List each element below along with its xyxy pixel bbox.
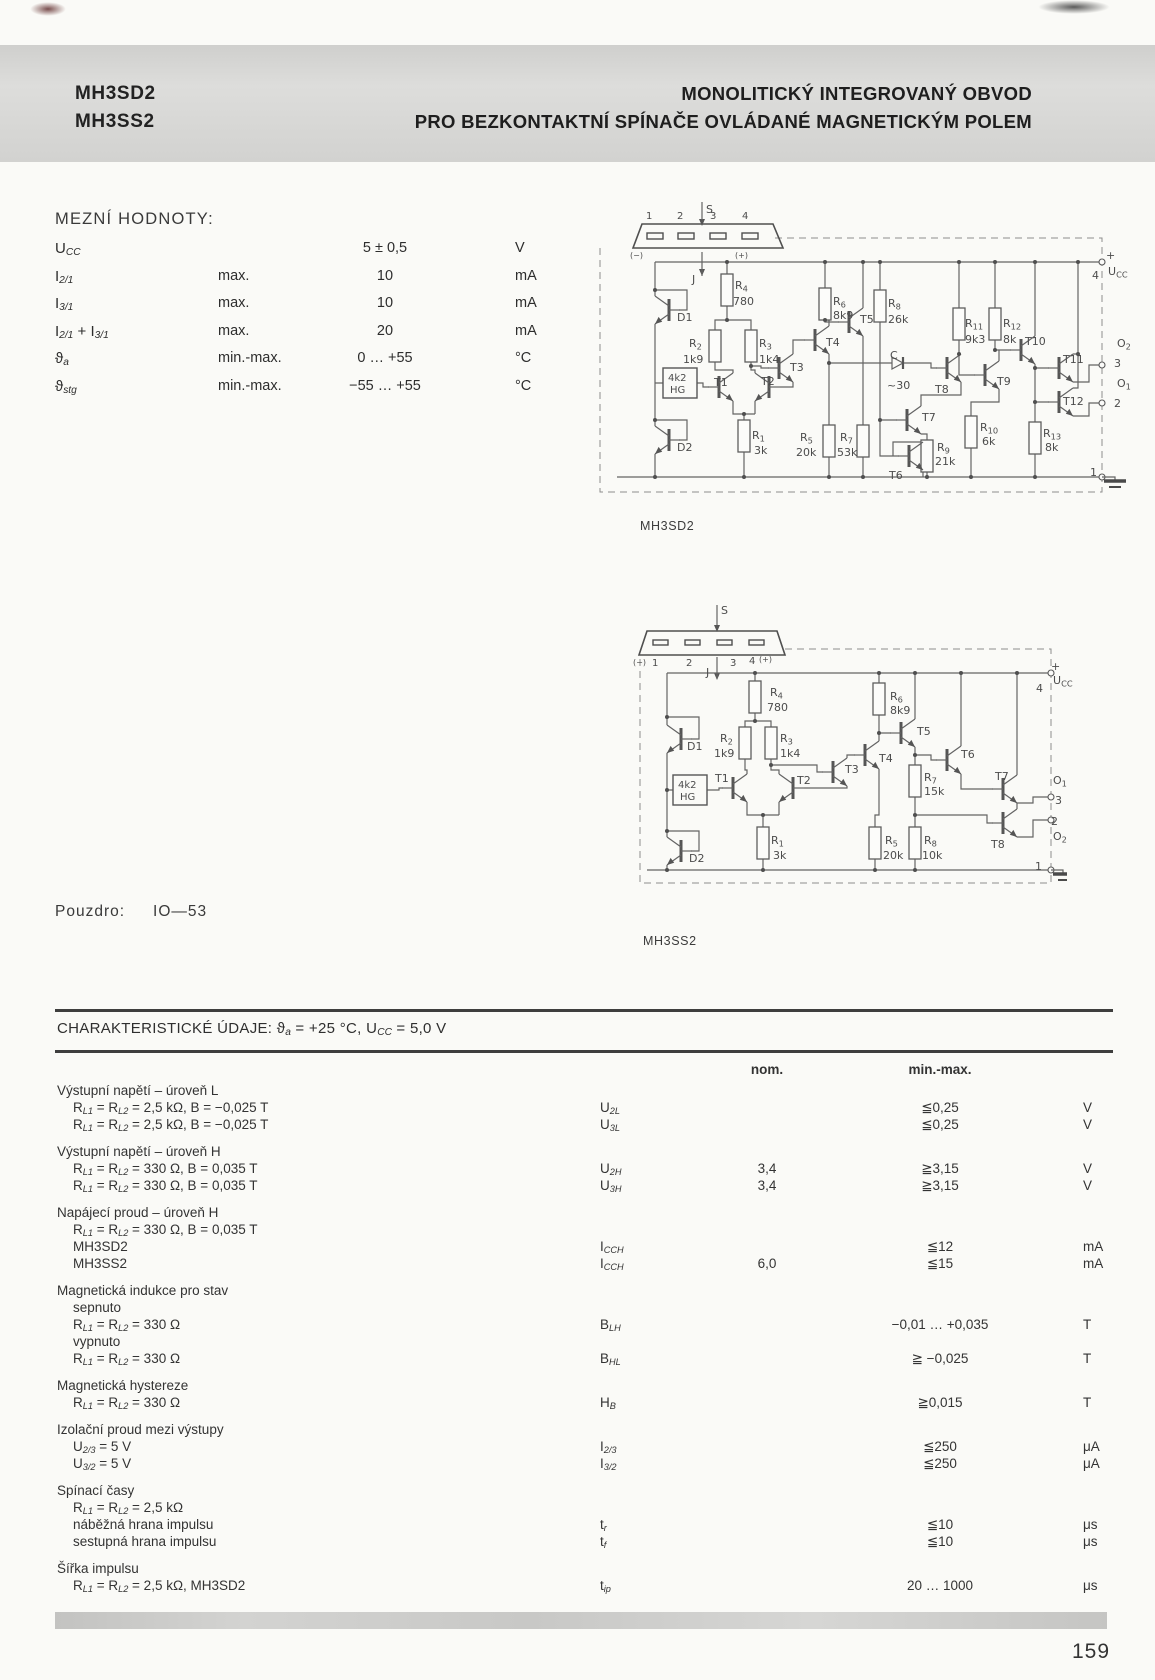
wire-network [647,605,1051,873]
schematic-label: T5 [917,725,931,738]
char-condition: sepnuto [73,1300,122,1315]
doc-title-line1: MONOLITICKÝ INTEGROVANÝ OBVOD [681,83,1032,104]
schematic-label: S [706,203,713,216]
char-symbol: $I_{CCH}$ [600,1256,624,1273]
char-minmax-value: ≧ −0,025 [911,1351,969,1366]
schematic-label: $O_1$ [1117,377,1131,392]
schematic-label: 3 [710,211,717,222]
schematic-label: T12 [1063,395,1084,408]
schematic-label: T9 [997,375,1011,388]
char-minmax-value: ≧3,15 [921,1178,959,1193]
schematic-label: $R_{10}$ [980,421,999,436]
char-unit: mA [1083,1256,1104,1271]
char-condition: Magnetická indukce pro stav [57,1283,229,1298]
char-condition: $R_{L1} = R_{L2} = 330$ Ω [73,1317,181,1334]
schematic-label: 3k [773,849,787,862]
char-condition: $R_{L1} = R_{L2} = 330$ Ω, B = 0,035 T [73,1161,258,1178]
char-minmax-value: ≦0,25 [921,1100,959,1115]
schematic-label: $R_7$ [924,771,937,786]
limit-value: 10 [376,267,394,284]
schematic-label: T8 [935,383,949,396]
char-nom-value: 3,4 [757,1161,777,1176]
char-row [55,1161,1113,1178]
limit-unit: mA [515,295,537,311]
char-minmax-value: ≧3,15 [921,1161,959,1176]
schematic-label: $R_8$ [924,834,937,849]
char-unit: μs [1083,1517,1098,1532]
char-minmax-value: ≦10 [926,1517,954,1532]
limit-symbol: $I_{2/1} + I_{3/1}$ [55,322,109,341]
schematic-label: T7 [922,411,936,424]
schematic-label: 3k [754,444,768,457]
schematic-label: (+) [735,251,748,260]
schematic-label: 4 [742,211,749,222]
char-unit: μA [1083,1439,1100,1454]
char-row [55,1117,1113,1134]
schematic-label: 8k [1003,333,1017,346]
schematic-label: 53k [837,446,858,459]
limit-condition: max. [218,267,250,284]
limits-row [55,350,625,378]
schematic-label: S [721,604,728,617]
schematic-label: T3 [845,763,859,776]
schematic-label: $R_{13}$ [1043,427,1062,442]
char-nom-value: 6,0 [757,1256,777,1271]
char-unit: μA [1083,1456,1100,1471]
char-condition: Spínací časy [57,1483,135,1498]
schematic-mh3ss2 [607,575,1073,895]
resistors [673,681,921,862]
schematic-label: $R_{12}$ [1003,317,1022,332]
limit-value: 20 [376,322,394,339]
char-condition: $U_{2/3} = 5$ V [73,1439,132,1456]
schematic-label: 8k9 [833,309,854,322]
schematic-label: 26k [888,313,909,326]
schematic-label: T6 [961,748,975,761]
limits-row [55,378,625,406]
char-unit: V [1083,1178,1093,1193]
schematic-label: D1 [687,740,703,753]
schematic-label: $R_1$ [771,834,784,849]
schematic-label: 20k [796,446,817,459]
schematic-label: 1 [646,211,653,222]
schematic-label: T3 [790,361,804,374]
char-group-heading [55,1483,1113,1500]
schematic-label: $U_{CC}$ [1053,674,1073,689]
char-condition: Výstupní napětí – úroveň H [57,1144,221,1159]
limit-unit: mA [515,267,537,284]
char-condition: vypnuto [73,1334,121,1349]
char-row [55,1395,1113,1412]
char-unit: T [1083,1395,1092,1410]
schematic-label: 4 [1036,682,1043,695]
schematic-label: $O_2$ [1117,337,1131,352]
package-value: IO—53 [153,903,208,920]
char-row [55,1439,1113,1456]
limit-condition: max. [218,322,250,339]
header-part-numbers [75,80,156,136]
schematic-label: 2 [686,658,693,669]
limits-row [55,268,625,296]
char-unit: V [1083,1100,1093,1115]
caption-mh3sd2: MH3SD2 [640,519,695,533]
limit-value: 10 [376,295,394,311]
char-minmax-value: ≦15 [926,1256,954,1271]
schematic-label: T11 [1063,353,1084,366]
ground-symbol [1102,477,1126,487]
limit-value: −55 … +55 [349,377,421,394]
col-header-minmax: min.-max. [908,1062,972,1077]
char-condition: Napájecí proud – úroveň H [57,1205,219,1220]
char-row [55,1534,1113,1551]
limit-value: 5 ± 0,5 [362,240,408,256]
char-group-heading [55,1378,1113,1395]
char-condition: $R_{L1} = R_{L2} = 2,5$ kΩ, MH3SD2 [73,1578,246,1595]
char-row [55,1178,1113,1195]
char-row [55,1239,1113,1256]
schematic-label: J [692,273,696,286]
char-condition: náběžná hrana impulsu [73,1517,214,1532]
char-row [55,1517,1113,1534]
schematic-label: $R_{11}$ [965,317,984,332]
char-symbol: $U_{2H}$ [600,1161,622,1178]
char-condition: $R_{L1} = R_{L2} = 330$ Ω [73,1351,181,1368]
schematic-label: 9k3 [965,333,986,346]
char-row [55,1256,1113,1273]
schematic-label: 1k9 [683,353,704,366]
schematic-label: (+) [759,655,772,664]
char-group-heading [55,1561,1113,1578]
schematic-label: 3 [730,658,737,669]
schematic-label: 1k4 [759,353,780,366]
char-symbol: $U_{3H}$ [600,1178,622,1195]
schematic-label: J [706,666,710,679]
schematic-label: (−) [630,251,643,260]
scan-artifact [30,2,66,16]
schematic-label: T5 [860,313,874,326]
char-nom-value: 3,4 [757,1178,777,1193]
schematic-label: $R_7$ [840,431,853,446]
limits-rows [55,240,625,405]
char-minmax-value: ≧0,015 [917,1395,963,1410]
schematic-label: 780 [767,701,788,714]
schematic-label: 20k [883,849,904,862]
schematic-label: T7 [995,770,1009,783]
char-group-heading [55,1283,1113,1300]
schematic-label: T2 [761,375,775,388]
schematic-label: T4 [879,752,893,765]
char-condition: $R_{L1} = R_{L2} = 330$ Ω [73,1395,181,1412]
char-symbol: $U_{2L}$ [600,1100,620,1117]
char-minmax-value: 20 … 1000 [906,1578,974,1593]
char-condition: $R_{L1} = R_{L2} = 2,5$ kΩ [73,1500,184,1517]
char-condition: MH3SD2 [73,1239,128,1254]
circuit-drawing-mh3sd2 [597,190,1142,505]
char-unit: mA [1083,1239,1104,1254]
schematic-label: D1 [677,311,693,324]
char-condition: Izolační proud mezi výstupy [57,1422,224,1437]
char-minmax-value: ≦250 [923,1439,957,1454]
schematic-label: 1 [1035,860,1042,873]
page-number: 159 [1072,1640,1111,1663]
schematic-label: D2 [689,852,705,865]
schematic-label: 1k9 [714,747,735,760]
char-symbol: $U_{3L}$ [600,1117,620,1134]
schematic-label: $R_5$ [885,834,898,849]
limit-symbol: $ϑ_{stg}$ [55,377,77,396]
schematic-label: $R_3$ [759,337,772,352]
char-group-heading [55,1083,1113,1100]
schematic-label: 8k9 [890,704,911,717]
schematic-label: 2 [677,211,684,222]
char-unit: V [1083,1117,1093,1132]
limit-symbol: $ϑ_a$ [55,350,69,369]
schematic-label: $R_4$ [770,686,783,701]
char-row [55,1578,1113,1595]
char-group-heading [55,1422,1113,1439]
char-row [55,1334,1113,1351]
schematic-label: 1 [652,658,659,669]
schematic-label: ~30 [887,379,911,392]
char-symbol: $t_f$ [600,1534,607,1551]
limit-unit: mA [515,322,537,339]
char-symbol: $B_{HL}$ [600,1351,621,1368]
char-symbol: $t_{ip}$ [600,1578,611,1595]
footer-bar [55,1612,1107,1629]
char-row [55,1100,1113,1117]
schematic-label: $R_2$ [689,337,702,352]
schematic-label: $R_6$ [890,690,903,705]
limit-symbol: $I_{3/1}$ [55,295,74,314]
char-unit: T [1083,1351,1092,1366]
char-condition: $R_{L1} = R_{L2} = 2,5$ kΩ, B = −0,025 T [73,1117,269,1134]
package-label: Pouzdro: [55,903,126,920]
schematic-label: 4k2 [678,780,697,791]
col-header-nom: nom. [750,1062,784,1077]
schematic-label: 10k [922,849,943,862]
schematic-label: $O_1$ [1053,774,1067,789]
char-symbol: $I_{CCH}$ [600,1239,624,1256]
schematic-label: T2 [797,774,811,787]
limit-unit: °C [515,377,532,394]
char-unit: T [1083,1317,1092,1332]
schematic-label: T8 [991,838,1005,851]
char-minmax-value: ≦250 [923,1456,957,1471]
schematic-label: 6k [982,435,996,448]
limit-symbol: $I_{2/1}$ [55,267,74,286]
char-row [55,1317,1113,1334]
limit-unit: °C [515,350,532,366]
limits-row [55,240,625,268]
schematic-label: $R_2$ [720,732,733,747]
limit-unit: V [515,240,525,256]
schematic-label: 3 [1055,794,1062,807]
char-row [55,1300,1113,1317]
char-row [55,1351,1113,1368]
char-unit: μs [1083,1534,1098,1549]
schematic-label: 1 [1090,466,1097,479]
limits-row [55,323,625,351]
caption-mh3ss2: MH3SS2 [643,934,697,948]
char-symbol: $I_{2/3}$ [600,1439,617,1456]
schematic-label: HG [670,385,686,396]
char-unit: V [1083,1161,1093,1176]
schematic-label: $R_5$ [800,431,813,446]
schematic-label: 780 [733,295,754,308]
schematic-label: 3 [1114,357,1121,370]
char-row [55,1222,1113,1239]
schematic-label: 21k [935,455,956,468]
char-condition: Magnetická hystereze [57,1378,189,1393]
schematic-label: (−) [633,658,646,667]
doc-title-line2: PRO BEZKONTAKTNÍ SPÍNAČE OVLÁDANÉ MAGNETICKÝM POLEM [414,111,1032,132]
schematic-label: $R_8$ [888,297,901,312]
schematic-label: T4 [826,336,840,349]
char-row [55,1456,1113,1473]
table-rule-header [55,1050,1113,1053]
schematic-label: $R_4$ [735,279,748,294]
schematic-label: 2 [1051,815,1058,828]
limits-heading: MEZNÍ HODNOTY: [55,210,214,228]
schematic-label: $R_9$ [937,441,950,456]
part-number-2: MH3SS2 [75,111,155,132]
char-condition: Šířka impulsu [57,1561,139,1576]
char-condition: $R_{L1} = R_{L2} = 330$ Ω, B = 0,035 T [73,1178,258,1195]
schematic-label: 8k [1045,441,1059,454]
schematic-label: T1 [715,772,729,785]
schematic-label: $R_6$ [833,295,846,310]
schematic-label: 4 [1092,269,1099,282]
schematic-label: 15k [924,785,945,798]
char-unit: μs [1083,1578,1098,1593]
part-number-1: MH3SD2 [75,83,156,104]
scan-artifact [1038,0,1110,14]
package-outline [639,625,785,680]
char-minmax-value: ≦10 [926,1534,954,1549]
schematic-label: 2 [1114,397,1121,410]
char-condition: $R_{L1} = R_{L2} = 330$ Ω, B = 0,035 T [73,1222,258,1239]
schematic-label: T10 [1025,335,1046,348]
schematic-label: $R_3$ [780,732,793,747]
limit-condition: max. [218,295,250,311]
limit-value: 0 … +55 [357,350,413,366]
char-symbol: $t_r$ [600,1517,607,1534]
char-rows [55,1083,1113,1595]
schematic-mh3sd2 [597,190,1142,505]
schematic-label: + [1051,660,1061,673]
char-minmax-value: −0,01 … +0,035 [891,1317,989,1332]
schematic-label: T6 [889,469,903,482]
schematic-label: $R_1$ [752,429,765,444]
schematic-label: C [890,349,898,362]
char-group-heading [55,1205,1113,1222]
schematic-label: 1k4 [780,747,801,760]
char-minmax-value: ≦12 [926,1239,954,1254]
char-minmax-value: ≦0,25 [921,1117,959,1132]
schematic-label: $U_{CC}$ [1108,265,1128,280]
doc-title [330,80,1032,136]
schematic-label: D2 [677,441,693,454]
schematic-label: 4 [749,656,756,667]
limit-condition: min.-max. [218,350,282,366]
char-group-heading [55,1144,1113,1161]
char-symbol: $I_{3/2}$ [600,1456,617,1473]
limit-condition: min.-max. [218,377,282,394]
schematic-label: $O_2$ [1053,830,1067,845]
schematic-label: 4k2 [668,373,687,384]
char-condition: $U_{3/2} = 5$ V [73,1456,132,1473]
limit-symbol: $U_{CC}$ [55,240,81,259]
table-rule-top [55,1009,1113,1012]
char-condition: MH3SS2 [73,1256,128,1271]
char-symbol: $B_{LH}$ [600,1317,621,1334]
char-condition: sestupná hrana impulsu [73,1534,217,1549]
char-row [55,1500,1113,1517]
schematic-label: T1 [714,376,728,389]
char-condition: Výstupní napětí – úroveň L [57,1083,219,1098]
schematic-label: HG [680,792,696,803]
schematic-label: + [1106,249,1116,262]
char-symbol: $H_B$ [600,1395,616,1412]
char-table-title: CHARAKTERISTICKÉ ÚDAJE: $ϑ_a = +25$ °C, $U_{CC} = 5,0$ V [57,1020,447,1039]
package-line [55,903,207,921]
char-condition: $R_{L1} = R_{L2} = 2,5$ kΩ, B = −0,025 T [73,1100,269,1117]
limits-row [55,295,625,323]
